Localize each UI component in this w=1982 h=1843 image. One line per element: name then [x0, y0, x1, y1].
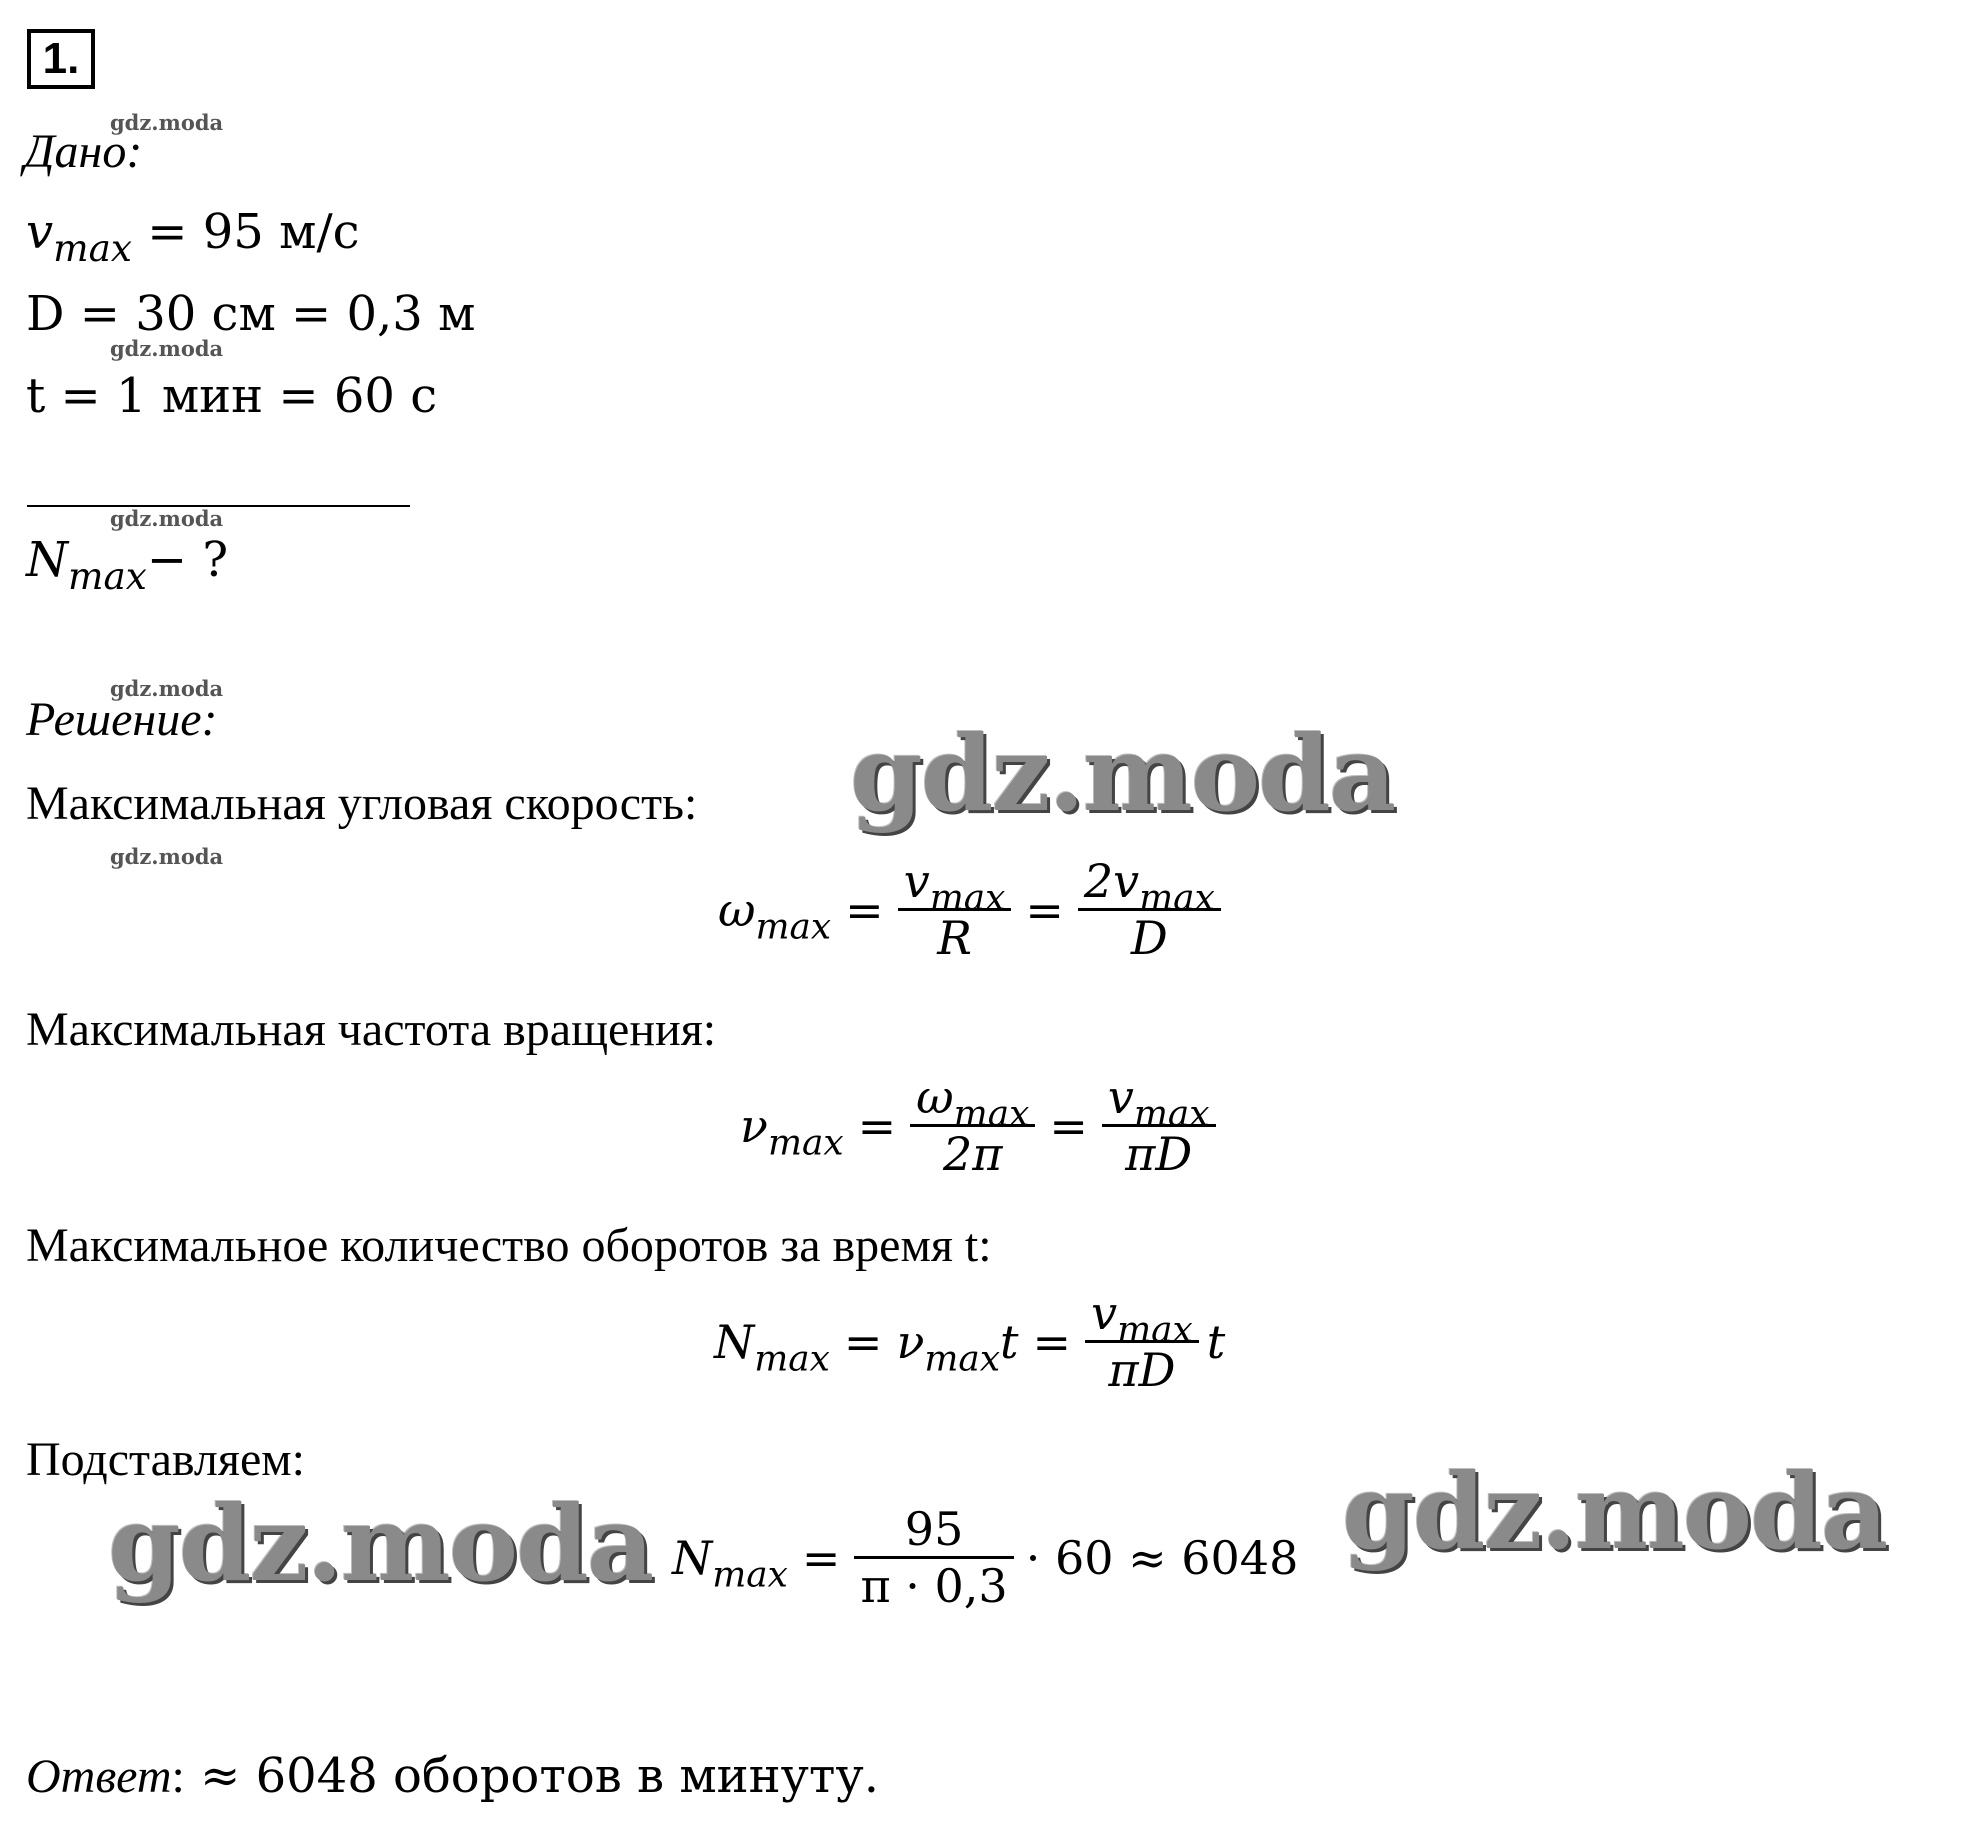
given-heading: Дано:	[24, 125, 143, 178]
watermark-small: gdz.moda	[110, 506, 224, 531]
given-velocity: $v_{max} = 95$ м/с	[26, 204, 360, 271]
watermark-small: gdz.moda	[110, 336, 224, 361]
solution-heading: Решение:	[26, 693, 218, 746]
watermark-small: gdz.moda	[110, 110, 224, 135]
formula-substitution: $N_{max}$ = $\frac{95}{\pi \cdot 0,3}$ · 60 ≈ 6048	[672, 1502, 1299, 1613]
watermark-small: gdz.moda	[110, 676, 224, 701]
watermark-large: gdz.moda	[108, 1482, 653, 1605]
watermark-large: gdz.moda	[850, 712, 1395, 835]
step3-text: Максимальное количество оборотов за время t:	[26, 1219, 992, 1272]
answer-line: Ответ: ≈ 6048 оборотов в минуту.	[26, 1748, 879, 1804]
watermark-small: gdz.moda	[110, 844, 224, 869]
formula-angular-velocity: $\omega_{max}$ = $\frac{v_{max}}{R}$ = $\frac{2v_{max}}{D}$	[718, 858, 1221, 961]
find-quantity: $N_{max}-$ ?	[26, 532, 229, 599]
watermark-large: gdz.moda	[1342, 1450, 1887, 1573]
formula-revolutions: $N_{max}$ = $\nu_{max}t$ = $\frac{v_{max}}{\pi D}$ t	[714, 1286, 1226, 1397]
given-time: t = 1 мин = 60 с	[26, 368, 438, 424]
step4-text: Подставляем:	[26, 1433, 305, 1486]
step1-text: Максимальная угловая скорость:	[26, 777, 698, 830]
given-diameter: D = 30 см = 0,3 м	[26, 286, 476, 342]
formula-frequency: $\nu_{max}$ = $\frac{\omega_{max}}{2\pi}$ = $\frac{v_{max}}{\pi D}$	[740, 1074, 1216, 1177]
step2-text: Максимальная частота вращения:	[26, 1003, 717, 1056]
problem-number: 1.	[27, 29, 95, 89]
